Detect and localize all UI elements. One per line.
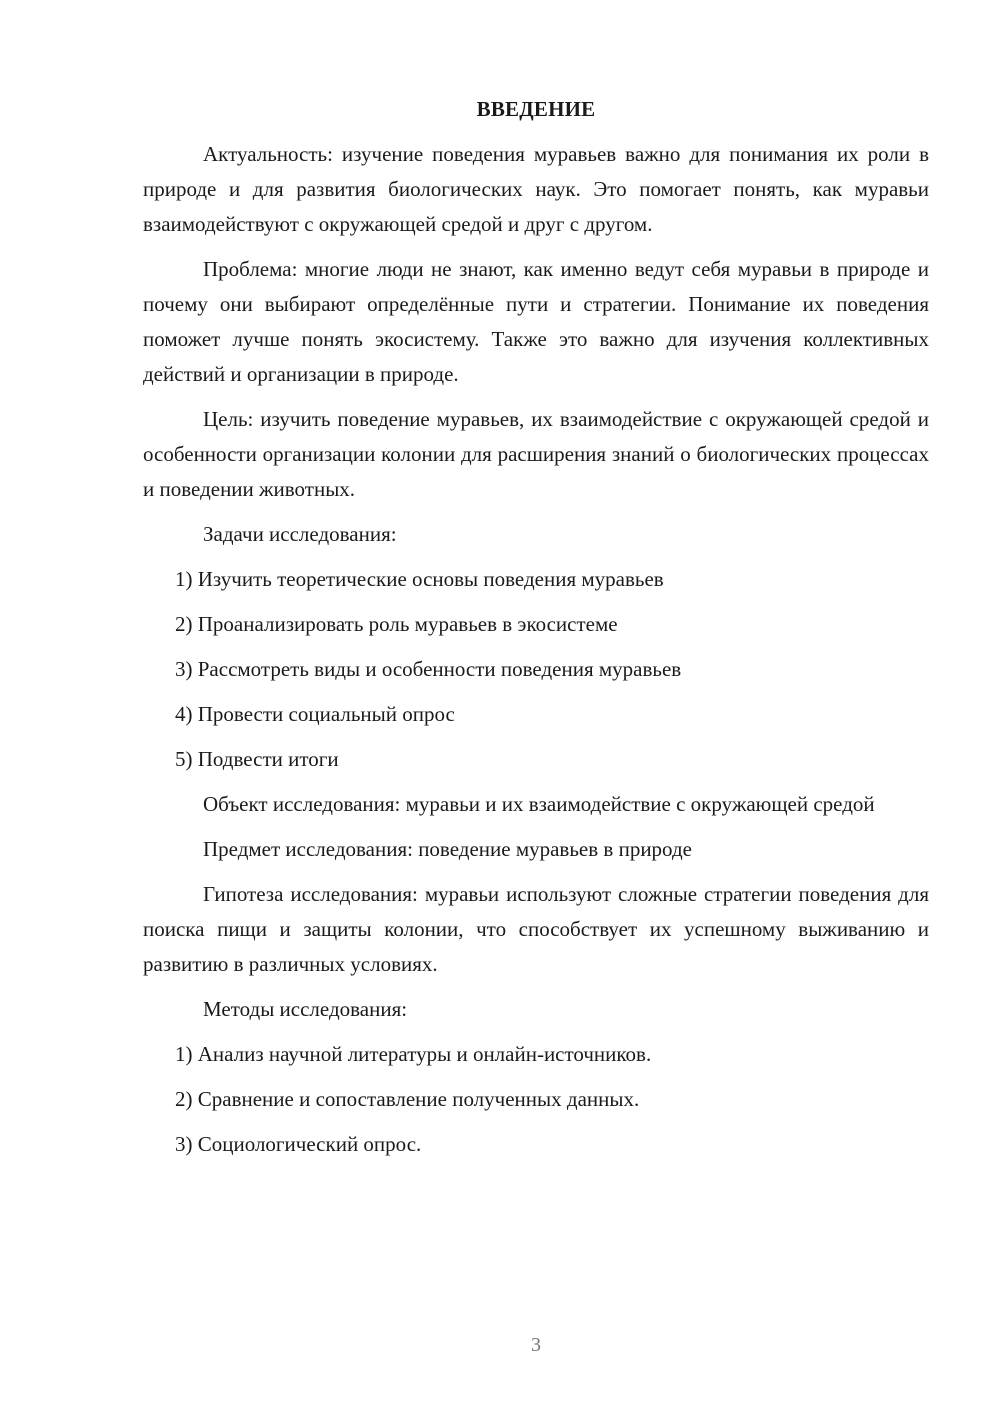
page-content <box>143 92 929 1172</box>
methods-title: Методы исследования: <box>203 997 408 1021</box>
task-item: 3) Рассмотреть виды и особенности поведения муравьев <box>175 657 682 681</box>
page-number: 3 <box>531 1334 541 1356</box>
task-item: 5) Подвести итоги <box>175 747 339 771</box>
method-item: 1) Анализ научной литературы и онлайн-источников. <box>175 1042 652 1066</box>
task-item: 2) Проанализировать роль муравьев в экосистеме <box>175 612 618 636</box>
object-paragraph: Объект исследования: муравьи и их взаимодействие с окружающей средой <box>203 792 875 816</box>
problem-paragraph: Проблема: многие люди не знают, как именно ведут себя муравьи в природе и почему они выбирают определённые пути и стратегии. Понимание их поведения поможет лучше понять экосистему. Также это важно для изучения коллективных действий и организации в природе. <box>143 257 929 386</box>
method-item: 2) Сравнение и сопоставление полученных данных. <box>175 1087 640 1111</box>
method-item: 3) Социологический опрос. <box>175 1132 422 1156</box>
hypothesis-paragraph: Гипотеза исследования: муравьи используют сложные стратегии поведения для поиска пищи и защиты колонии, что способствует их успешному выживанию и развитию в различных условиях. <box>143 882 929 976</box>
relevance-paragraph: Актуальность: изучение поведения муравьев важно для понимания их роли в природе и для развития биологических наук. Это помогает понять, как муравьи взаимодействуют с окружающей средой и друг с другом. <box>143 142 929 236</box>
task-item: 1) Изучить теоретические основы поведения муравьев <box>175 567 664 591</box>
goal-paragraph: Цель: изучить поведение муравьев, их взаимодействие с окружающей средой и особенности организации колонии для расширения знаний о биологических процессах и поведении животных. <box>143 407 929 501</box>
section-heading: ВВЕДЕНИЕ <box>476 97 596 121</box>
subject-paragraph: Предмет исследования: поведение муравьев в природе <box>203 837 692 861</box>
task-item: 4) Провести социальный опрос <box>175 702 455 726</box>
tasks-title: Задачи исследования: <box>203 522 397 546</box>
